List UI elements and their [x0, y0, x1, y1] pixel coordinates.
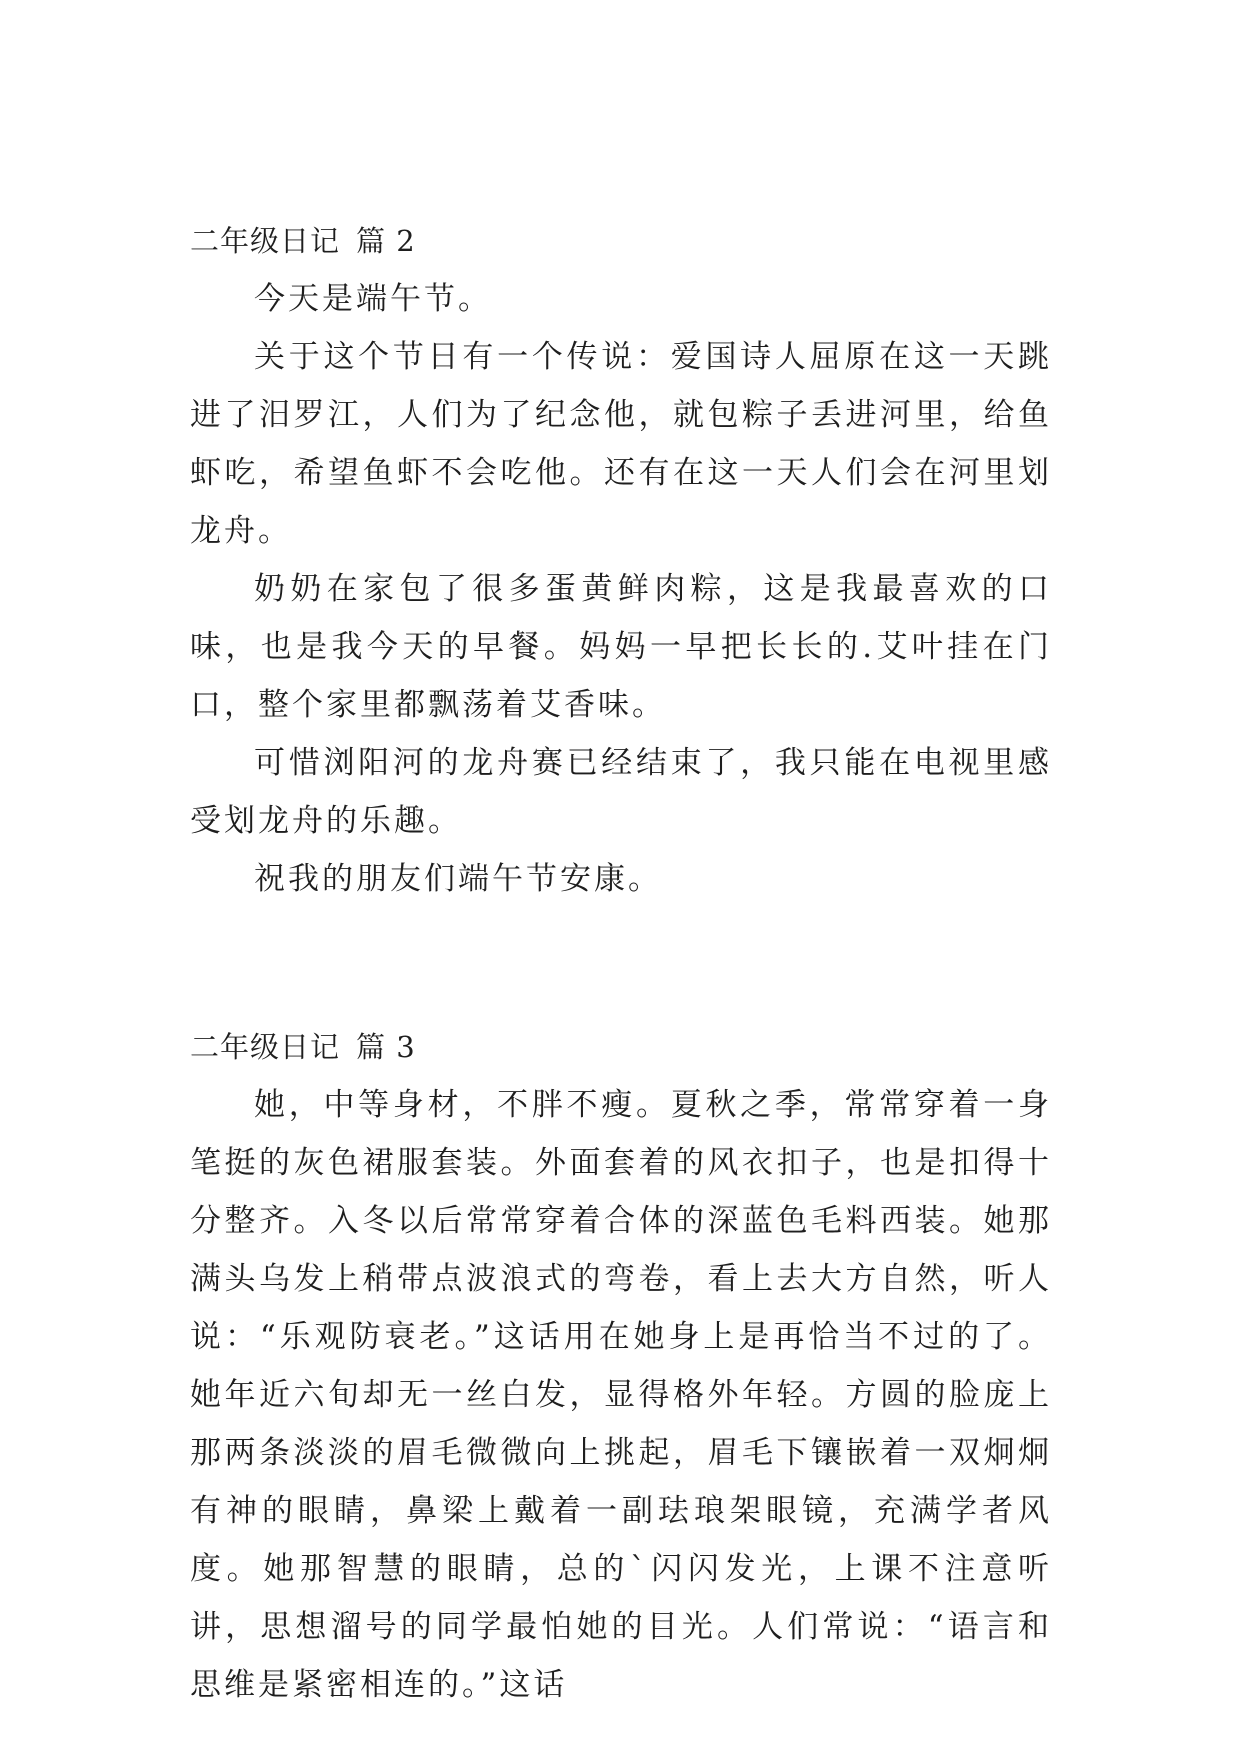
section-title — [190, 212, 1052, 270]
diary-entry-2 — [190, 212, 1052, 908]
paragraph: 可惜浏阳河的龙舟赛已经结束了，我只能在电视里感受划龙舟的乐趣。 — [190, 745, 1052, 839]
paragraph: 祝我的朋友们端午节安康。 — [254, 861, 662, 897]
section-title-text: 二年级日记 — [190, 224, 341, 258]
paragraph: 今天是端午节。 — [254, 281, 492, 317]
document-body — [190, 212, 1052, 1714]
section-title — [190, 1018, 1052, 1076]
paragraph: 她，中等身材，不胖不瘦。夏秋之季，常常穿着一身笔挺的灰色裙服套装。外面套着的风衣扣子，也是扣得十分整齐。入冬以后常常穿着合体的深蓝色毛料西装。她那满头乌发上稍带点波浪式的弯卷，看上去大方自然，听人说：“乐观防衰老。”这话用在她身上是再恰当不过的了。她年近六旬却无一丝白发，显得格外年轻。方圆的脸庞上那两条淡淡的眉毛微微向上挑起，眉毛下镶嵌着一双炯炯有神的眼睛，鼻梁上戴着一副珐琅架眼镜，充满学者风度。她那智慧的眼睛，总的`闪闪发光，上课不注意听讲，思想溜号的同学最怕她的目光。人们常说：“语言和思维是紧密相连的。”这话 — [190, 1087, 1052, 1703]
paragraph: 关于这个节日有一个传说：爱国诗人屈原在这一天跳进了汨罗江，人们为了纪念他，就包粽子丢进河里，给鱼虾吃，希望鱼虾不会吃他。还有在这一天人们会在河里划龙舟。 — [190, 339, 1052, 549]
paragraph: 奶奶在家包了很多蛋黄鲜肉粽，这是我最喜欢的口味，也是我今天的早餐。妈妈一早把长长的.艾叶挂在门口，整个家里都飘荡着艾香味。 — [190, 571, 1052, 723]
section-divider-space — [190, 908, 1052, 1018]
diary-entry-3 — [190, 1018, 1052, 1714]
section-number: 篇 2 — [356, 224, 416, 258]
section-number: 篇 3 — [356, 1030, 416, 1064]
section-title-text: 二年级日记 — [190, 1030, 341, 1064]
